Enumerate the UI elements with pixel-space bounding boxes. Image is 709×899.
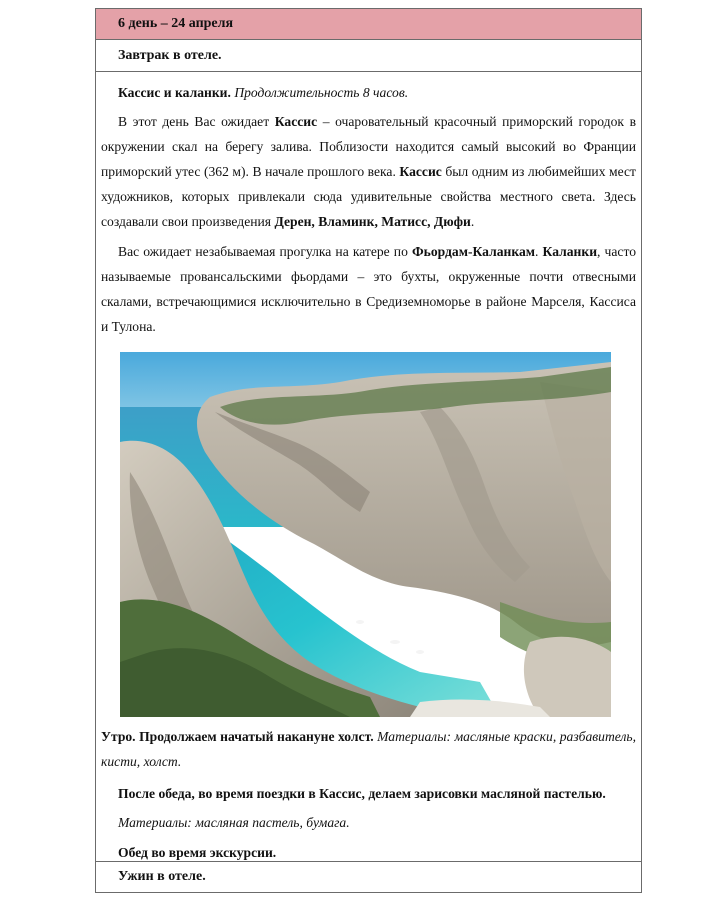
lunch-text: Обед во время экскурсии. [118,845,277,860]
para2-calanques: Каланки [542,244,598,259]
excursion-duration: Продолжительность 8 часов. [234,85,409,100]
dinner-text: Ужин в отеле. [118,869,206,884]
para1-artists: Дерен, Вламинк, Матисс, Дюфи [274,214,471,229]
afternoon-text: После обеда, во время поездки в Кассис, делаем зарисовки масляной пастелью. [118,786,606,801]
para2-text-c: , часто называемые провансальскими фьордами – это бухты, окруженные почти отвесными скалами, встречающимися исключительно в Средиземноморье в районе Марселя, Кассиса и Тулона. [101,244,636,334]
breakfast-text: Завтрак в отеле. [118,48,222,63]
itinerary-day-table [95,8,642,893]
morning-text: Утро. Продолжаем начатый накануне холст. [101,729,374,744]
para2-fjords: Фьордам-Каланкам [411,244,536,259]
afternoon-materials: Материалы: масляная пастель, бумага. [118,815,350,830]
para1-text-a: В этот день Вас ожидает [118,114,275,129]
day-header-row [96,9,641,40]
afternoon-paragraph [118,781,633,806]
day-header: 6 день – 24 апреля [118,16,234,31]
calanques-photo [120,352,611,717]
para1-text-c: был одним из любимейших мест художников, которых привлекали сюда удивительные свойства местного света. Здесь создавали свои произведения [101,164,636,229]
para1-cassis-2: Кассис [399,164,442,179]
para1-cassis-1: Кассис [274,114,318,129]
excursion-title-line [118,80,633,105]
paragraph-calanques [101,239,636,339]
dinner-row [96,862,641,892]
morning-paragraph [101,724,636,774]
paragraph-cassis [101,109,636,234]
excursion-cell [96,72,641,862]
para2-text-b: . [535,244,543,259]
morning-materials: Материалы: масляные краски, разбавитель, кисти, холст. [101,729,636,769]
excursion-title: Кассис и каланки. [118,85,231,100]
para1-text-b: – очаровательный красочный приморский городок в окружении скал на берегу залива. Поблизости находится самый высокий во Франции приморский утес (362 м). В начале прошлого века. [101,114,636,179]
breakfast-row [96,40,641,72]
para1-text-d: . [470,214,475,229]
para2-text-a: Вас ожидает незабываемая прогулка на катере по [118,244,412,259]
